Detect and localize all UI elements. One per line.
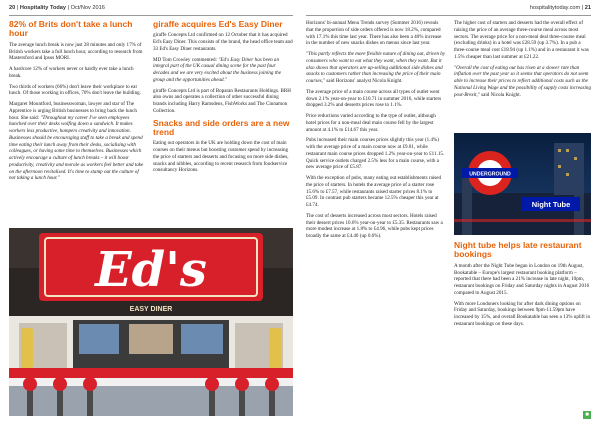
snacks-article-paragraph: The average price of a main course across all types of outlet went down 2.1% year-on-year to £10.71 in summer 2016, while starters dropped 3.2% and desserts prices rose to 1.1%. (306, 88, 442, 109)
giraffe-article-heading: giraffe acquires Ed's Easy Diner (153, 19, 283, 29)
quote-text: "Overall the cost of eating out has risen at a slower rate than inflation over the past year so it seems that operators do not seem able to increase their prices to reflect additional costs such as the National Living Wage and the possibility of supply costs increasing post-Brexit," (454, 64, 592, 98)
lunch-article-paragraph: The average lunch break is now just 28 minutes and only 17% of British workers take a full lunch hour, according to research from Mastersford and Ipsos MORI. (9, 41, 143, 62)
giraffe-article-paragraph (153, 57, 293, 84)
night-tube-sign-text: Night Tube (531, 200, 571, 209)
snacks-article-paragraph: The cost of desserts increased across most sectors. Hotels raised their dessert prices 10.6% year-on-year to £5.35. Restaurants saw a more modest increase at 1.8% to £4.96, while pubs kept prices broadly the same at £4.40 (up 0.6%). (306, 212, 443, 239)
right-header-rule (306, 15, 591, 16)
night-tube-illustration (454, 133, 591, 235)
giraffe-article (153, 20, 293, 178)
snacks-article-continued (306, 20, 446, 244)
right-site-name: hospitalitytoday.com (529, 5, 581, 11)
giraffe-article-paragraph: giraffe Concepts Ltd confirmed on 12 October that it has acquired Ed's Easy Diner. This consists of the brand, the head office team and 33 Ed's Easy Diner restaurants. (153, 32, 293, 52)
end-of-article-marker-icon: ■ (583, 411, 591, 419)
night-tube-article-heading: Night tube helps late restaurant bookings (454, 240, 582, 260)
snacks-article-paragraph: Price reductions varied according to the type of outlet, although hotel prices for a non-meal deal main course fell by the largest amount at 4.1% to £14.67 this year. (306, 113, 436, 133)
meal-cost-quote (454, 65, 591, 99)
quote-text: "Throughout my career I've seen employees hunched over their desks wolfing down a sandwich. It makes workers less productive, hampers creativity and innovation. Businesses should be encouraging staff to take a break and spend time eating their lunch away from their desks, socialising with colleagues, or having some time to themselves. Businesses which actively encourage a culture of lunch breaks – it will boost productivity, creativity and morale as workers feel better and take on the afternoon revitalised. It's time to stamp out the culture of not taking a lunch hour." (9, 114, 144, 182)
lunch-article (9, 20, 144, 186)
quote-text: "This partly reflects the more flexible nature of dining out, driven by consumers who want to eat what they want, when they want. But it also shows that operators are up-selling additional side dishes and snacks to customers rather than increasing the price of their main courses," (306, 51, 446, 84)
snacks-article-quote (306, 51, 446, 85)
meal-cost-paragraph: The higher cost of starters and desserts had the overall effect of raising the price of an average three-course meal across most sectors. The average price for a non-meal deal three-course meal (excluding drinks) in a hotel was £28.59 (up 3.7%). In a pub a three-course meal cost £18.94 (up 1.1%) and in a restaurant it was 1.5% cheaper than last summer at £21.22. (454, 20, 589, 60)
left-page-number: 20 (9, 5, 16, 11)
quote-text: "Ed's Easy Diner has been an integral part of the UK casual dining scene for the past four decades and we are very excited about the business joining the group and the opportunities ahead." (153, 56, 281, 83)
header-separator: | (67, 5, 71, 11)
night-tube-photo (454, 133, 591, 235)
underground-roundel-text: UNDERGROUND (469, 171, 511, 178)
meal-cost-article (454, 20, 591, 102)
left-header-rule (9, 15, 293, 16)
lunch-article-heading: 82% of Brits don't take a lunch hour (9, 19, 133, 39)
snacks-article-paragraph: With the exception of pubs, many eating out establishments raised the price of starters. In hotels the average price of a starter rose 15.6% to £7.57, while restaurants raised starter prices 8.1% to £5.09. In contrast pub starters became 12.5% cheaper this year at £4.74. (306, 175, 442, 208)
eds-diner-illustration (9, 228, 293, 416)
right-page-number: 21 (584, 5, 591, 11)
lunch-article-paragraph: A hardcore 12% of workers never or hardly ever take a lunch break. (9, 66, 134, 79)
snacks-article-paragraph: Pubs increased their main courses prices slightly this year (1.4%) with the average price of a main course now at £9.81, while restaurant main course prices dropped 1.2% year-on-year to £11.15. Quick service outlets charged 2.5% less for a main course, with a new average price of £5.87. (306, 137, 445, 171)
snacks-article-paragraph: Horizons' bi-annual Menu Trends survey (Summer 2016) reveals that the proportion of side orders offered is now 18.2%, compared with 17.1% this time last year. There has also been a 40% increase in the number of new snacks dishes on menus since last year. (306, 20, 442, 47)
quote-attribution: said Nicola Knight. (479, 91, 521, 98)
giraffe-article-paragraph: giraffe Concepts Ltd is part of Boparan Restaurants Holdings. BRH also owns and operates a collection of other successful dining brands including Harry Ramsdens, FishWorks and The Cinnamon Collection. (153, 87, 291, 114)
night-tube-paragraph: A month after the Night Tube began in London on 19th August, Bookatable – Europe's largest restaurant booking platform – reported that there had been a 21% increase in late night, 10pm, restaurant bookings on Friday and Saturday nights in August 2016 compared to August 2015. (454, 262, 590, 296)
snacks-article-paragraph: Eating out operators in the UK are holding down the cost of main courses on their menus but boosting customer spend by increasing the price of starters and desserts and focusing on more side dishes, snacks and nibbles, according to recent research from foodservice consultancy Horizons. (153, 140, 289, 174)
lunch-article-quote-paragraph (9, 101, 144, 182)
quote-intro: Margaret Mountford, businesswoman, lawyer and star of The Apprentice is urging British businesses to bring back the lunch hour. She said: (9, 101, 137, 121)
right-page-header (530, 5, 591, 15)
eds-sign-text: Ed's (95, 242, 207, 298)
lunch-article-paragraph: Two thirds of workers (66%) don't leave their workplace to eat lunch. Of those working in offices, 70% don't leave the building. (9, 83, 141, 97)
quote-attribution: said Horizons' analyst Nicola Knight. (324, 78, 403, 84)
easy-diner-subsign: EASY DINER (129, 306, 173, 313)
night-tube-article (454, 241, 591, 332)
snacks-article-heading: Snacks and side orders are a new trend (153, 117, 290, 138)
left-magazine-title: Hospitality Today (19, 5, 67, 11)
left-page-header (9, 5, 105, 15)
left-issue-date: Oct/Nov 2016 (70, 5, 105, 11)
eds-diner-photo (9, 228, 293, 416)
quote-intro: MD Tom Crowley commented: (153, 56, 217, 63)
night-tube-paragraph: With more Londoners looking for after dark dining options on Friday and Saturday, bookings between 9pm-11.59pm have increased by 15%, and overall Bookatable has seen a 13% uplift in restaurant bookings on these days. (454, 300, 591, 327)
header-separator: | (16, 5, 20, 11)
header-separator: | (581, 5, 585, 11)
